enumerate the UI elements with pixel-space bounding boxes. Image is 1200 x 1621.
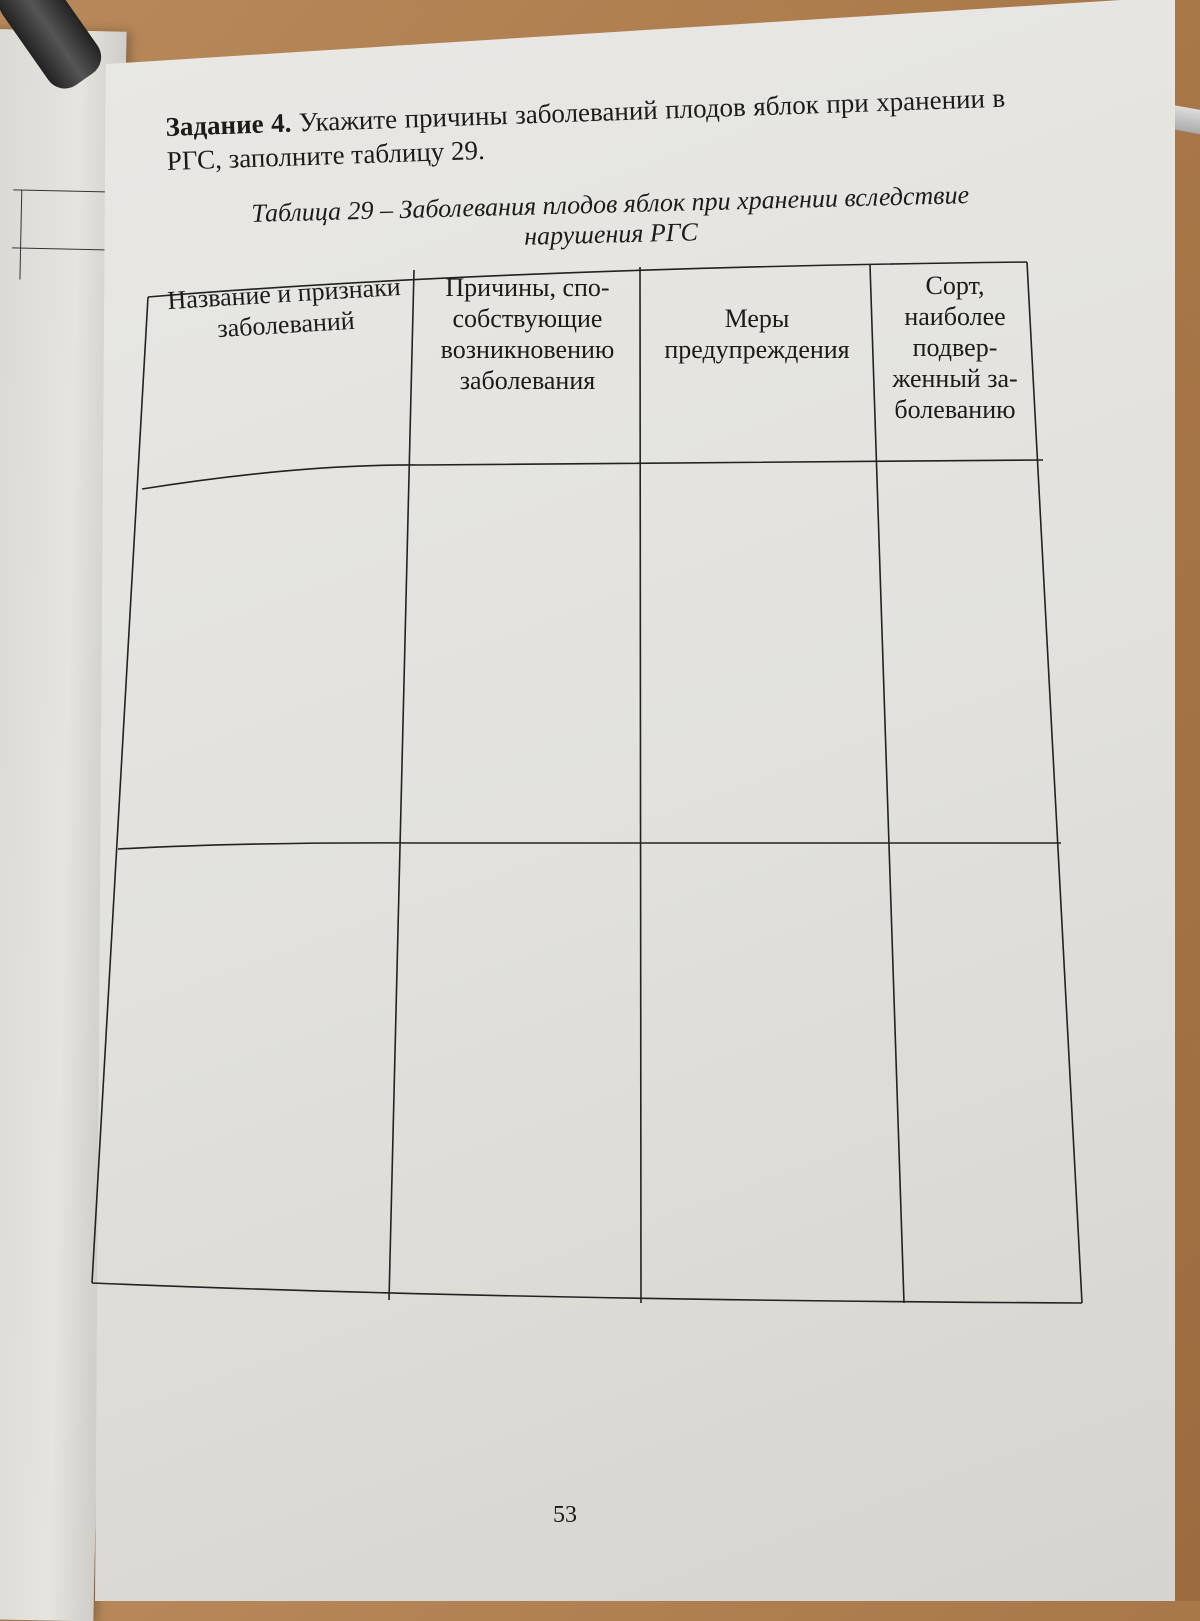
table-border-right <box>1027 262 1082 1303</box>
table-border-bottom <box>92 1283 1082 1303</box>
table-header-name: Название и признаки заболеваний <box>166 271 402 344</box>
caption-prefix: Таблица 29 – <box>251 195 400 228</box>
table-header-causes: Причины, спо-собствующие возникновению заболевания <box>440 273 615 395</box>
task-text: Укажите причины заболеваний плодов яблок при хранении в РГС, заполните таблицу 29. <box>166 82 1006 176</box>
caption-title-line2: нарушения РГС <box>523 217 699 251</box>
page-number: 53 <box>553 1502 577 1528</box>
row-separator <box>118 843 1061 849</box>
caption-title-line1: Заболевания плодов яблок при хранении вследствие <box>399 180 970 225</box>
table-border-left <box>92 297 148 1283</box>
column-line-2 <box>640 267 641 1303</box>
column-line-1 <box>389 270 414 1300</box>
header-separator <box>142 460 1043 489</box>
table-header-prevention: Меры предупреждения <box>664 304 850 364</box>
table-header-variety: Сорт, наиболее подвер-женный за-болеванию <box>892 271 1018 424</box>
task-label: Задание 4. <box>165 107 292 142</box>
